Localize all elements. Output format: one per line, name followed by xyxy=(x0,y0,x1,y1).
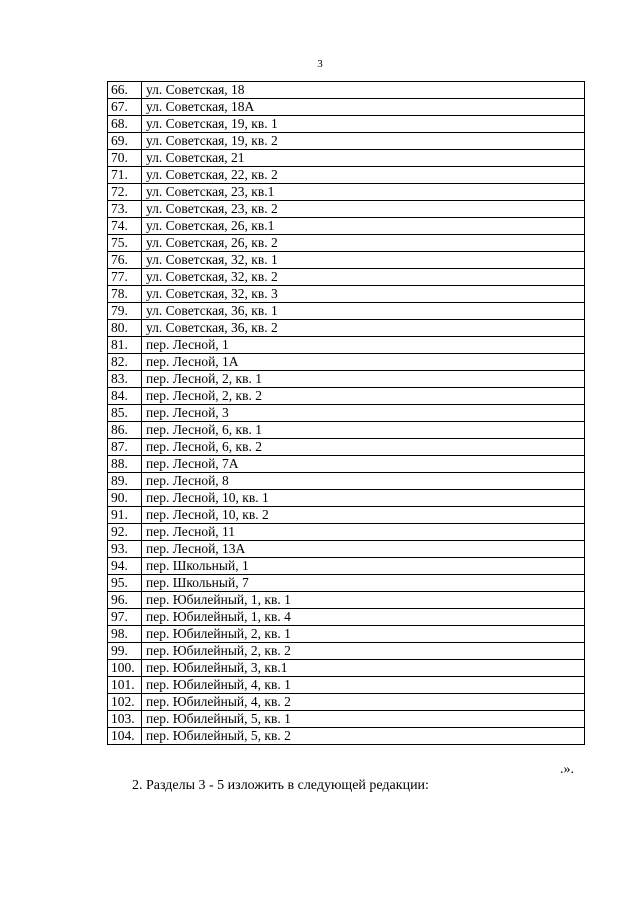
row-number: 102. xyxy=(108,694,142,711)
table-row xyxy=(108,184,585,201)
row-number: 68. xyxy=(108,116,142,133)
row-number: 83. xyxy=(108,371,142,388)
table-row xyxy=(108,388,585,405)
row-address: ул. Советская, 23, кв. 2 xyxy=(142,201,585,218)
row-number: 95. xyxy=(108,575,142,592)
row-address: ул. Советская, 36, кв. 1 xyxy=(142,303,585,320)
row-number: 71. xyxy=(108,167,142,184)
table-row xyxy=(108,609,585,626)
row-address: пер. Лесной, 3 xyxy=(142,405,585,422)
table-row xyxy=(108,728,585,745)
row-number: 72. xyxy=(108,184,142,201)
row-address: пер. Юбилейный, 1, кв. 4 xyxy=(142,609,585,626)
row-address: пер. Лесной, 6, кв. 2 xyxy=(142,439,585,456)
table-row xyxy=(108,201,585,218)
address-table-body xyxy=(108,82,585,745)
row-number: 98. xyxy=(108,626,142,643)
row-address: ул. Советская, 23, кв.1 xyxy=(142,184,585,201)
table-row xyxy=(108,82,585,99)
table-row xyxy=(108,524,585,541)
table-row xyxy=(108,303,585,320)
table-row xyxy=(108,677,585,694)
row-address: пер. Лесной, 13А xyxy=(142,541,585,558)
row-address: ул. Советская, 19, кв. 2 xyxy=(142,133,585,150)
row-number: 104. xyxy=(108,728,142,745)
table-row xyxy=(108,235,585,252)
row-number: 67. xyxy=(108,99,142,116)
table-row xyxy=(108,643,585,660)
row-address: пер. Лесной, 11 xyxy=(142,524,585,541)
row-address: ул. Советская, 36, кв. 2 xyxy=(142,320,585,337)
row-number: 91. xyxy=(108,507,142,524)
table-row xyxy=(108,592,585,609)
table-row xyxy=(108,490,585,507)
table-row xyxy=(108,150,585,167)
row-number: 93. xyxy=(108,541,142,558)
row-address: пер. Юбилейный, 4, кв. 1 xyxy=(142,677,585,694)
row-address: пер. Лесной, 2, кв. 2 xyxy=(142,388,585,405)
table-row xyxy=(108,133,585,150)
row-address: ул. Советская, 26, кв.1 xyxy=(142,218,585,235)
row-address: пер. Юбилейный, 4, кв. 2 xyxy=(142,694,585,711)
table-row xyxy=(108,575,585,592)
row-address: пер. Юбилейный, 3, кв.1 xyxy=(142,660,585,677)
table-row xyxy=(108,711,585,728)
row-address: ул. Советская, 21 xyxy=(142,150,585,167)
row-number: 87. xyxy=(108,439,142,456)
row-address: пер. Юбилейный, 5, кв. 1 xyxy=(142,711,585,728)
closing-quote-mark: .». xyxy=(560,762,574,777)
row-number: 81. xyxy=(108,337,142,354)
row-number: 86. xyxy=(108,422,142,439)
row-number: 100. xyxy=(108,660,142,677)
row-address: ул. Советская, 32, кв. 3 xyxy=(142,286,585,303)
table-row xyxy=(108,473,585,490)
row-number: 74. xyxy=(108,218,142,235)
row-address: пер. Лесной, 10, кв. 1 xyxy=(142,490,585,507)
table-row xyxy=(108,558,585,575)
row-number: 97. xyxy=(108,609,142,626)
row-number: 101. xyxy=(108,677,142,694)
row-number: 73. xyxy=(108,201,142,218)
table-row xyxy=(108,354,585,371)
row-number: 84. xyxy=(108,388,142,405)
table-row xyxy=(108,626,585,643)
row-address: ул. Советская, 32, кв. 2 xyxy=(142,269,585,286)
row-number: 90. xyxy=(108,490,142,507)
row-number: 66. xyxy=(108,82,142,99)
page-number: 3 xyxy=(317,58,323,70)
table-row xyxy=(108,694,585,711)
table-row xyxy=(108,320,585,337)
row-address: пер. Лесной, 10, кв. 2 xyxy=(142,507,585,524)
row-address: ул. Советская, 18А xyxy=(142,99,585,116)
row-address: ул. Советская, 26, кв. 2 xyxy=(142,235,585,252)
row-address: пер. Юбилейный, 1, кв. 1 xyxy=(142,592,585,609)
table-row xyxy=(108,167,585,184)
table-row xyxy=(108,422,585,439)
row-address: пер. Юбилейный, 5, кв. 2 xyxy=(142,728,585,745)
row-number: 99. xyxy=(108,643,142,660)
table-row xyxy=(108,99,585,116)
row-number: 82. xyxy=(108,354,142,371)
row-number: 75. xyxy=(108,235,142,252)
row-address: пер. Лесной, 2, кв. 1 xyxy=(142,371,585,388)
row-address: пер. Лесной, 1 xyxy=(142,337,585,354)
row-address: ул. Советская, 32, кв. 1 xyxy=(142,252,585,269)
table-row xyxy=(108,337,585,354)
table-row xyxy=(108,286,585,303)
table-row xyxy=(108,439,585,456)
row-number: 96. xyxy=(108,592,142,609)
table-row xyxy=(108,456,585,473)
row-number: 85. xyxy=(108,405,142,422)
address-table xyxy=(107,81,585,745)
table-row xyxy=(108,371,585,388)
row-address: пер. Юбилейный, 2, кв. 1 xyxy=(142,626,585,643)
row-number: 103. xyxy=(108,711,142,728)
table-row xyxy=(108,660,585,677)
row-address: пер. Юбилейный, 2, кв. 2 xyxy=(142,643,585,660)
row-number: 88. xyxy=(108,456,142,473)
row-address: пер. Лесной, 1А xyxy=(142,354,585,371)
table-row xyxy=(108,541,585,558)
table-row xyxy=(108,116,585,133)
row-address: ул. Советская, 18 xyxy=(142,82,585,99)
row-number: 80. xyxy=(108,320,142,337)
row-number: 79. xyxy=(108,303,142,320)
table-row xyxy=(108,269,585,286)
row-address: пер. Школьный, 7 xyxy=(142,575,585,592)
table-row xyxy=(108,507,585,524)
row-number: 94. xyxy=(108,558,142,575)
row-number: 70. xyxy=(108,150,142,167)
row-number: 69. xyxy=(108,133,142,150)
table-row xyxy=(108,252,585,269)
row-address: пер. Лесной, 7А xyxy=(142,456,585,473)
row-address: пер. Лесной, 6, кв. 1 xyxy=(142,422,585,439)
row-number: 92. xyxy=(108,524,142,541)
row-number: 76. xyxy=(108,252,142,269)
row-number: 78. xyxy=(108,286,142,303)
row-address: ул. Советская, 19, кв. 1 xyxy=(142,116,585,133)
row-address: пер. Лесной, 8 xyxy=(142,473,585,490)
row-number: 89. xyxy=(108,473,142,490)
row-address: пер. Школьный, 1 xyxy=(142,558,585,575)
row-number: 77. xyxy=(108,269,142,286)
section-paragraph: 2. Разделы 3 - 5 изложить в следующей редакции: xyxy=(132,778,429,793)
row-address: ул. Советская, 22, кв. 2 xyxy=(142,167,585,184)
table-row xyxy=(108,405,585,422)
table-row xyxy=(108,218,585,235)
